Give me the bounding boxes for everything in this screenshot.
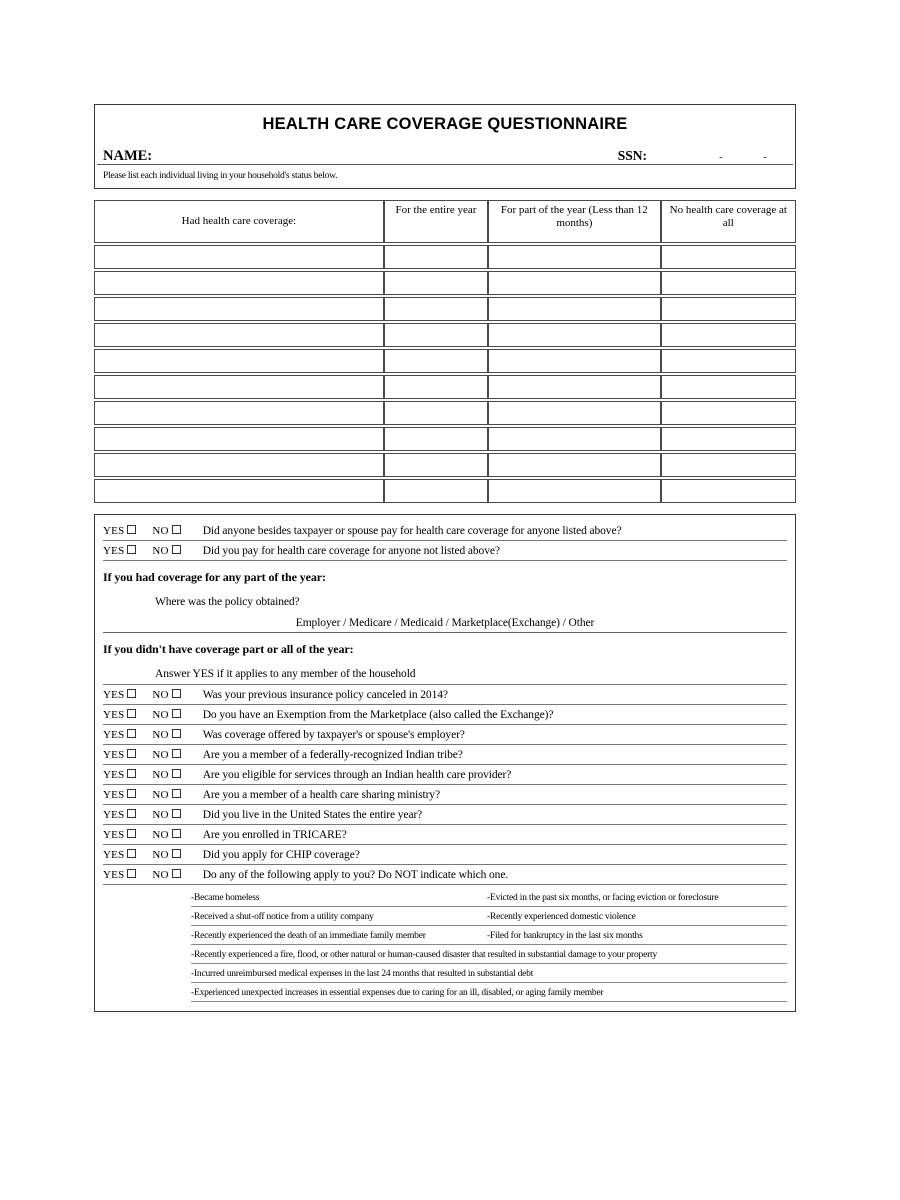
instruction-text: Please list each individual living in your household's status below.	[103, 171, 338, 181]
table-row	[94, 479, 796, 503]
coverage-cell[interactable]	[661, 401, 796, 425]
hardship-item: -Recently experienced domestic violence	[487, 912, 636, 922]
no-label: NO	[152, 789, 169, 801]
yes-checkbox[interactable]	[127, 829, 136, 838]
no-label: NO	[152, 829, 169, 841]
yes-checkbox[interactable]	[127, 749, 136, 758]
question-row	[103, 725, 787, 745]
hardship-item: -Experienced unexpected increases in essential expenses due to caring for an ill, disabled, or aging family member	[191, 988, 604, 998]
coverage-table-body	[94, 245, 796, 503]
yes-checkbox[interactable]	[127, 789, 136, 798]
question-text: Did you live in the United States the entire year?	[202, 809, 423, 821]
coverage-cell[interactable]	[94, 479, 384, 503]
question-row	[103, 865, 787, 885]
hardship-row	[191, 888, 787, 907]
question-text: Was your previous insurance policy canceled in 2014?	[202, 689, 448, 701]
no-checkbox[interactable]	[172, 545, 181, 554]
coverage-cell[interactable]	[661, 323, 796, 347]
yes-checkbox[interactable]	[127, 729, 136, 738]
yes-no-checkboxes	[103, 545, 183, 557]
coverage-cell[interactable]	[661, 245, 796, 269]
coverage-cell[interactable]	[661, 375, 796, 399]
hardship-item: -Incurred unreimbursed medical expenses in the last 24 months that resulted in substantial debt	[191, 969, 534, 979]
no-checkbox[interactable]	[172, 869, 181, 878]
coverage-cell[interactable]	[488, 479, 660, 503]
yes-checkbox[interactable]	[127, 709, 136, 718]
coverage-cell[interactable]	[661, 297, 796, 321]
yes-label: YES	[103, 849, 125, 861]
question-text: Did you apply for CHIP coverage?	[202, 849, 360, 861]
no-label: NO	[152, 749, 169, 761]
no-label: NO	[152, 689, 169, 701]
coverage-cell[interactable]	[661, 479, 796, 503]
hardship-item: -Evicted in the past six months, or facing eviction or foreclosure	[487, 893, 719, 903]
coverage-table-head	[94, 200, 796, 243]
yes-label: YES	[103, 689, 125, 701]
coverage-cell[interactable]	[661, 271, 796, 295]
no-label: NO	[152, 729, 169, 741]
coverage-cell[interactable]	[488, 323, 660, 347]
top-questions-group	[103, 521, 787, 561]
no-label: NO	[152, 809, 169, 821]
no-checkbox[interactable]	[172, 749, 181, 758]
no-checkbox[interactable]	[172, 689, 181, 698]
coverage-cell[interactable]	[384, 297, 488, 321]
coverage-cell[interactable]	[94, 271, 384, 295]
hardship-item: -Received a shut-off notice from a utility company	[191, 912, 374, 922]
coverage-cell[interactable]	[661, 427, 796, 451]
no-checkbox[interactable]	[172, 809, 181, 818]
coverage-table-wrapper	[94, 198, 796, 505]
question-row	[103, 705, 787, 725]
question-row	[103, 785, 787, 805]
ssn-label: SSN:	[617, 148, 647, 163]
yes-label: YES	[103, 545, 125, 557]
coverage-cell[interactable]	[488, 297, 660, 321]
hardship-list	[103, 885, 787, 1002]
no-checkbox[interactable]	[172, 729, 181, 738]
table-row	[94, 453, 796, 477]
table-row	[94, 401, 796, 425]
yes-checkbox[interactable]	[127, 689, 136, 698]
name-ssn-row	[97, 142, 793, 165]
table-row	[94, 297, 796, 321]
coverage-cell[interactable]	[384, 245, 488, 269]
no-checkbox[interactable]	[172, 769, 181, 778]
hardship-row	[191, 926, 787, 945]
table-row	[94, 349, 796, 373]
yes-checkbox[interactable]	[127, 545, 136, 554]
column-header-no-coverage: No health care coverage at all	[661, 200, 796, 243]
hardship-row	[191, 964, 787, 983]
yes-checkbox[interactable]	[127, 869, 136, 878]
question-text: Are you eligible for services through an Indian health care provider?	[202, 769, 512, 781]
yes-no-checkboxes	[103, 789, 183, 801]
table-row	[94, 375, 796, 399]
page-title: HEALTH CARE COVERAGE QUESTIONNAIRE	[262, 115, 628, 133]
coverage-cell[interactable]	[488, 375, 660, 399]
coverage-cell[interactable]	[94, 453, 384, 477]
question-text: Are you a member of a health care sharing ministry?	[202, 789, 440, 801]
yes-label: YES	[103, 769, 125, 781]
hardship-row	[191, 907, 787, 926]
yes-no-checkboxes	[103, 709, 183, 721]
questions-block	[94, 514, 796, 1012]
policy-options: Employer / Medicare / Medicaid / Marketplace(Exchange) / Other	[103, 612, 787, 633]
hardship-row	[191, 945, 787, 964]
coverage-cell[interactable]	[488, 271, 660, 295]
column-header-part-year: For part of the year (Less than 12 months)	[488, 200, 660, 243]
yes-no-checkboxes	[103, 769, 183, 781]
no-checkbox[interactable]	[172, 829, 181, 838]
no-checkbox[interactable]	[172, 709, 181, 718]
yes-no-checkboxes	[103, 829, 183, 841]
no-label: NO	[152, 769, 169, 781]
coverage-cell[interactable]	[384, 453, 488, 477]
yes-no-checkboxes	[103, 525, 183, 537]
yes-label: YES	[103, 709, 125, 721]
ssn-dash-1: -	[719, 151, 723, 163]
question-row	[103, 745, 787, 765]
question-row	[103, 765, 787, 785]
question-row	[103, 845, 787, 865]
question-text: Do you have an Exemption from the Marketplace (also called the Exchange)?	[202, 709, 554, 721]
no-label: NO	[152, 869, 169, 881]
ssn-dash-2: -	[763, 151, 767, 163]
yes-checkbox[interactable]	[127, 525, 136, 534]
coverage-cell[interactable]	[488, 349, 660, 373]
table-row	[94, 245, 796, 269]
no-label: NO	[152, 709, 169, 721]
yes-no-checkboxes	[103, 869, 183, 881]
question-row	[103, 521, 787, 541]
coverage-cell[interactable]	[94, 375, 384, 399]
table-row	[94, 271, 796, 295]
coverage-table	[94, 198, 796, 505]
yes-no-checkboxes	[103, 809, 183, 821]
no-checkbox[interactable]	[172, 789, 181, 798]
policy-question: Where was the policy obtained?	[155, 596, 300, 608]
hardship-item: -Recently experienced a fire, flood, or other natural or human-caused disaster that resulted in substantial damage to your property	[191, 950, 658, 960]
yes-checkbox[interactable]	[127, 809, 136, 818]
coverage-cell[interactable]	[94, 427, 384, 451]
question-text: Are you a member of a federally-recognized Indian tribe?	[202, 749, 463, 761]
question-text: Are you enrolled in TRICARE?	[202, 829, 347, 841]
coverage-cell[interactable]	[661, 349, 796, 373]
question-text: Did anyone besides taxpayer or spouse pay for health care coverage for anyone listed above?	[202, 525, 622, 537]
yes-label: YES	[103, 525, 125, 537]
hardship-item: -Filed for bankruptcy in the last six months	[487, 931, 643, 941]
yes-no-checkboxes	[103, 749, 183, 761]
hardship-row	[191, 983, 787, 1002]
coverage-cell[interactable]	[384, 349, 488, 373]
table-row	[94, 427, 796, 451]
coverage-cell[interactable]	[94, 297, 384, 321]
yes-label: YES	[103, 829, 125, 841]
table-row	[94, 323, 796, 347]
yes-label: YES	[103, 789, 125, 801]
header-block	[94, 104, 796, 189]
question-row	[103, 805, 787, 825]
no-checkbox[interactable]	[172, 525, 181, 534]
hardship-item: -Became homeless	[191, 893, 260, 903]
name-label: NAME:	[103, 148, 153, 164]
coverage-cell[interactable]	[488, 427, 660, 451]
coverage-cell[interactable]	[94, 349, 384, 373]
coverage-cell[interactable]	[661, 453, 796, 477]
no-label: NO	[152, 849, 169, 861]
no-checkbox[interactable]	[172, 849, 181, 858]
hardship-item: -Recently experienced the death of an immediate family member	[191, 931, 426, 941]
coverage-cell[interactable]	[384, 479, 488, 503]
yes-label: YES	[103, 749, 125, 761]
question-list	[103, 685, 787, 885]
yes-label: YES	[103, 729, 125, 741]
question-row	[103, 685, 787, 705]
question-row	[103, 825, 787, 845]
coverage-cell[interactable]	[488, 245, 660, 269]
question-text: Was coverage offered by taxpayer's or spouse's employer?	[202, 729, 465, 741]
yes-no-checkboxes	[103, 849, 183, 861]
no-label: NO	[152, 545, 169, 557]
coverage-cell[interactable]	[384, 427, 488, 451]
had-coverage-heading: If you had coverage for any part of the year:	[103, 570, 326, 584]
yes-label: YES	[103, 869, 125, 881]
coverage-cell[interactable]	[488, 401, 660, 425]
coverage-cell[interactable]	[384, 271, 488, 295]
no-label: NO	[152, 525, 169, 537]
yes-label: YES	[103, 809, 125, 821]
coverage-cell[interactable]	[384, 375, 488, 399]
yes-no-checkboxes	[103, 689, 183, 701]
yes-no-checkboxes	[103, 729, 183, 741]
yes-checkbox[interactable]	[127, 769, 136, 778]
coverage-cell[interactable]	[94, 245, 384, 269]
coverage-header-row	[94, 200, 796, 243]
question-row	[103, 541, 787, 561]
coverage-cell[interactable]	[94, 401, 384, 425]
column-header-household: Had health care coverage:	[94, 200, 384, 243]
question-text: Did you pay for health care coverage for anyone not listed above?	[202, 545, 500, 557]
coverage-cell[interactable]	[384, 401, 488, 425]
coverage-cell[interactable]	[488, 453, 660, 477]
coverage-cell[interactable]	[94, 323, 384, 347]
answer-instruction: Answer YES if it applies to any member of the household	[103, 664, 787, 685]
column-header-entire-year: For the entire year	[384, 200, 488, 243]
yes-checkbox[interactable]	[127, 849, 136, 858]
question-text: Do any of the following apply to you? Do NOT indicate which one.	[202, 869, 509, 881]
questionnaire-form	[94, 104, 796, 1012]
ssn-field-group	[618, 148, 787, 164]
no-coverage-heading: If you didn't have coverage part or all of the year:	[103, 642, 354, 656]
coverage-cell[interactable]	[384, 323, 488, 347]
